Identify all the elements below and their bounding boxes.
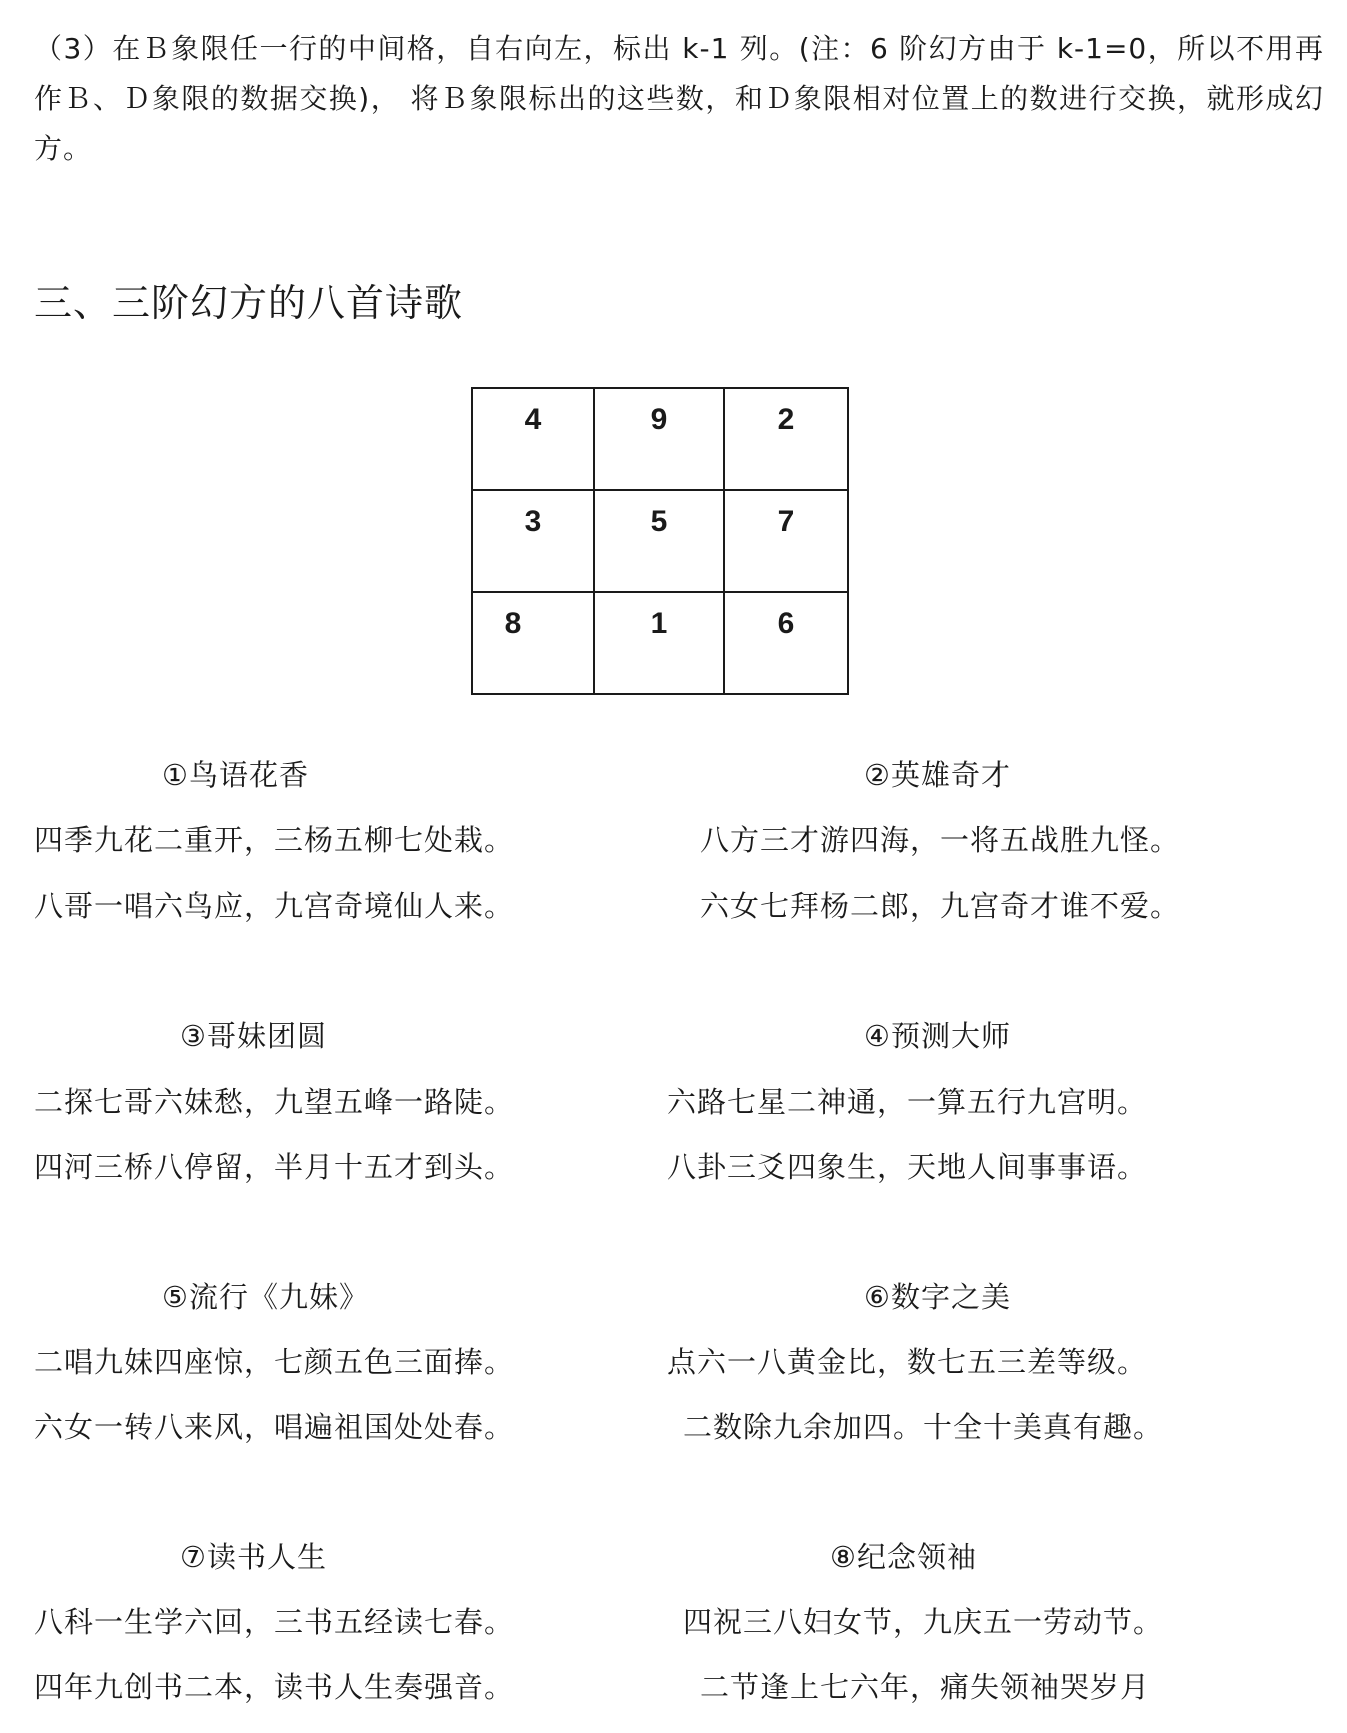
intro-paragraph: （3）在Ｂ象限任一行的中间格，自右向左，标出 k-1 列。(注：6 阶幻方由于 k-1=0，所以不用再作Ｂ、Ｄ象限的数据交换)， 将Ｂ象限标出的这些数，和Ｄ象限相对位置上的数进行交换，就形成幻方。	[34, 32, 1324, 165]
poem-6-title: ⑥数字之美	[864, 1280, 1011, 1314]
poem-2-line-1: 八方三才游四海，一将五战胜九怪。	[700, 823, 1181, 857]
magic-square-row	[472, 388, 848, 490]
magic-square-row	[472, 592, 848, 694]
poem-5-line-2: 六女一转八来风，唱遍祖国处处春。	[34, 1410, 515, 1444]
poem-3-title: ③哥妹团圆	[180, 1019, 327, 1053]
poem-2-line-2: 六女七拜杨二郎，九宫奇才谁不爱。	[700, 889, 1181, 923]
poem-8-title: ⑧纪念领袖	[830, 1540, 977, 1574]
magic-square-cell: 9	[594, 388, 724, 490]
magic-square-cell: 1	[594, 592, 724, 694]
poem-1-line-1: 四季九花二重开，三杨五柳七处栽。	[34, 823, 515, 857]
poem-3-line-1: 二探七哥六妹愁，九望五峰一路陡。	[34, 1085, 515, 1119]
magic-square-cell: 7	[724, 490, 848, 592]
poem-1-title: ①鸟语花香	[162, 758, 309, 792]
magic-square-cell: 2	[724, 388, 848, 490]
poem-5-line-1: 二唱九妹四座惊，七颜五色三面捧。	[34, 1345, 515, 1379]
magic-square-cell: 5	[594, 490, 724, 592]
poem-6-line-1: 点六一八黄金比，数七五三差等级。	[667, 1345, 1148, 1379]
section-heading: 三、三阶幻方的八首诗歌	[34, 281, 464, 325]
poem-8-line-2: 二节逢上七六年，痛失领袖哭岁月	[700, 1670, 1151, 1704]
poem-7-line-2: 四年九创书二本，读书人生奏强音。	[34, 1670, 515, 1704]
poem-7-line-1: 八科一生学六回，三书五经读七春。	[34, 1605, 515, 1639]
magic-square-cell: 8	[472, 592, 594, 694]
poem-6-line-2: 二数除九余加四。十全十美真有趣。	[683, 1410, 1164, 1444]
magic-square-grid	[471, 387, 849, 695]
poem-4-line-1: 六路七星二神通，一算五行九宫明。	[667, 1085, 1148, 1119]
poem-5-title: ⑤流行《九妹》	[162, 1280, 369, 1314]
poem-8-line-1: 四祝三八妇女节，九庆五一劳动节。	[683, 1605, 1164, 1639]
magic-square-cell: 6	[724, 592, 848, 694]
poem-4-title: ④预测大师	[864, 1019, 1011, 1053]
magic-square-cell: 4	[472, 388, 594, 490]
magic-square-cell: 3	[472, 490, 594, 592]
poem-2-title: ②英雄奇才	[864, 758, 1011, 792]
poem-3-line-2: 四河三桥八停留，半月十五才到头。	[34, 1150, 515, 1184]
magic-square-row	[472, 490, 848, 592]
poem-4-line-2: 八卦三爻四象生，天地人间事事语。	[667, 1150, 1148, 1184]
poem-7-title: ⑦读书人生	[180, 1540, 327, 1574]
poem-1-line-2: 八哥一唱六鸟应，九宫奇境仙人来。	[34, 889, 515, 923]
